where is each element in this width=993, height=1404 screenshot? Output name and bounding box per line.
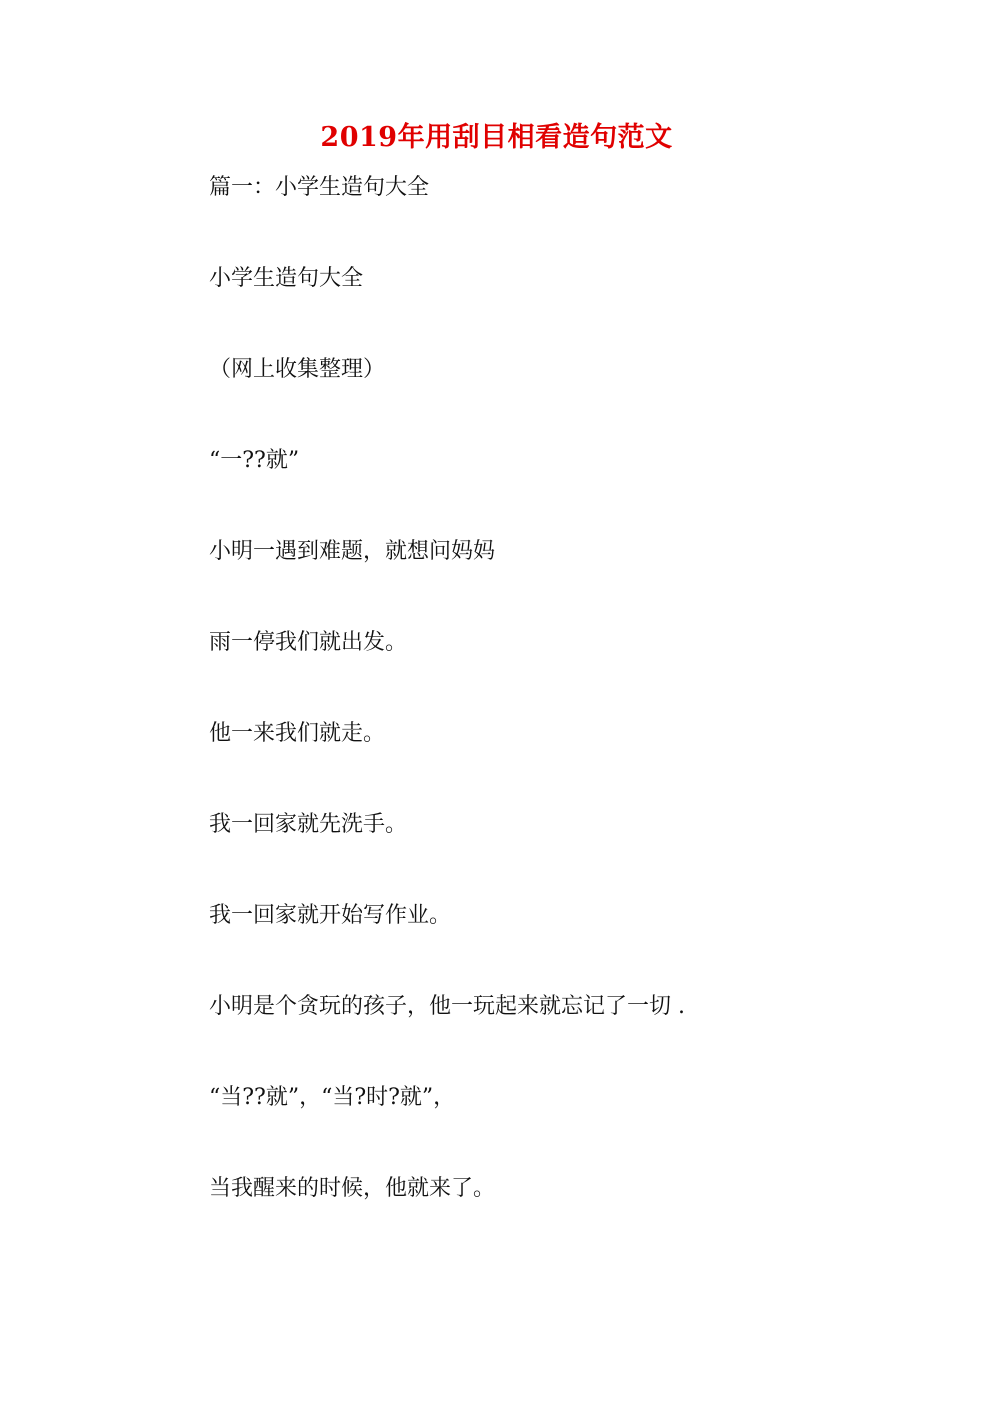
text-line: 小明一遇到难题，就想问妈妈 — [209, 539, 496, 564]
text-line: 小学生造句大全 — [209, 266, 364, 291]
document-body — [209, 170, 909, 1262]
document-title: 2019年用刮目相看造句范文 — [320, 122, 673, 153]
text-line: “一??就” — [209, 448, 300, 473]
text-line: 我一回家就先洗手。 — [209, 812, 408, 837]
text-line: 小明是个贪玩的孩子，他一玩起来就忘记了一切 . — [209, 994, 685, 1019]
text-line: 当我醒来的时候，他就来了。 — [209, 1176, 496, 1201]
text-line: “当??就”，“当?时?就”， — [209, 1085, 456, 1110]
text-line: （网上收集整理） — [209, 357, 386, 382]
text-line: 篇一：小学生造句大全 — [209, 175, 430, 200]
text-line: 雨一停我们就出发。 — [209, 630, 408, 655]
text-line: 他一来我们就走。 — [209, 721, 386, 746]
text-line: 我一回家就开始写作业。 — [209, 903, 452, 928]
